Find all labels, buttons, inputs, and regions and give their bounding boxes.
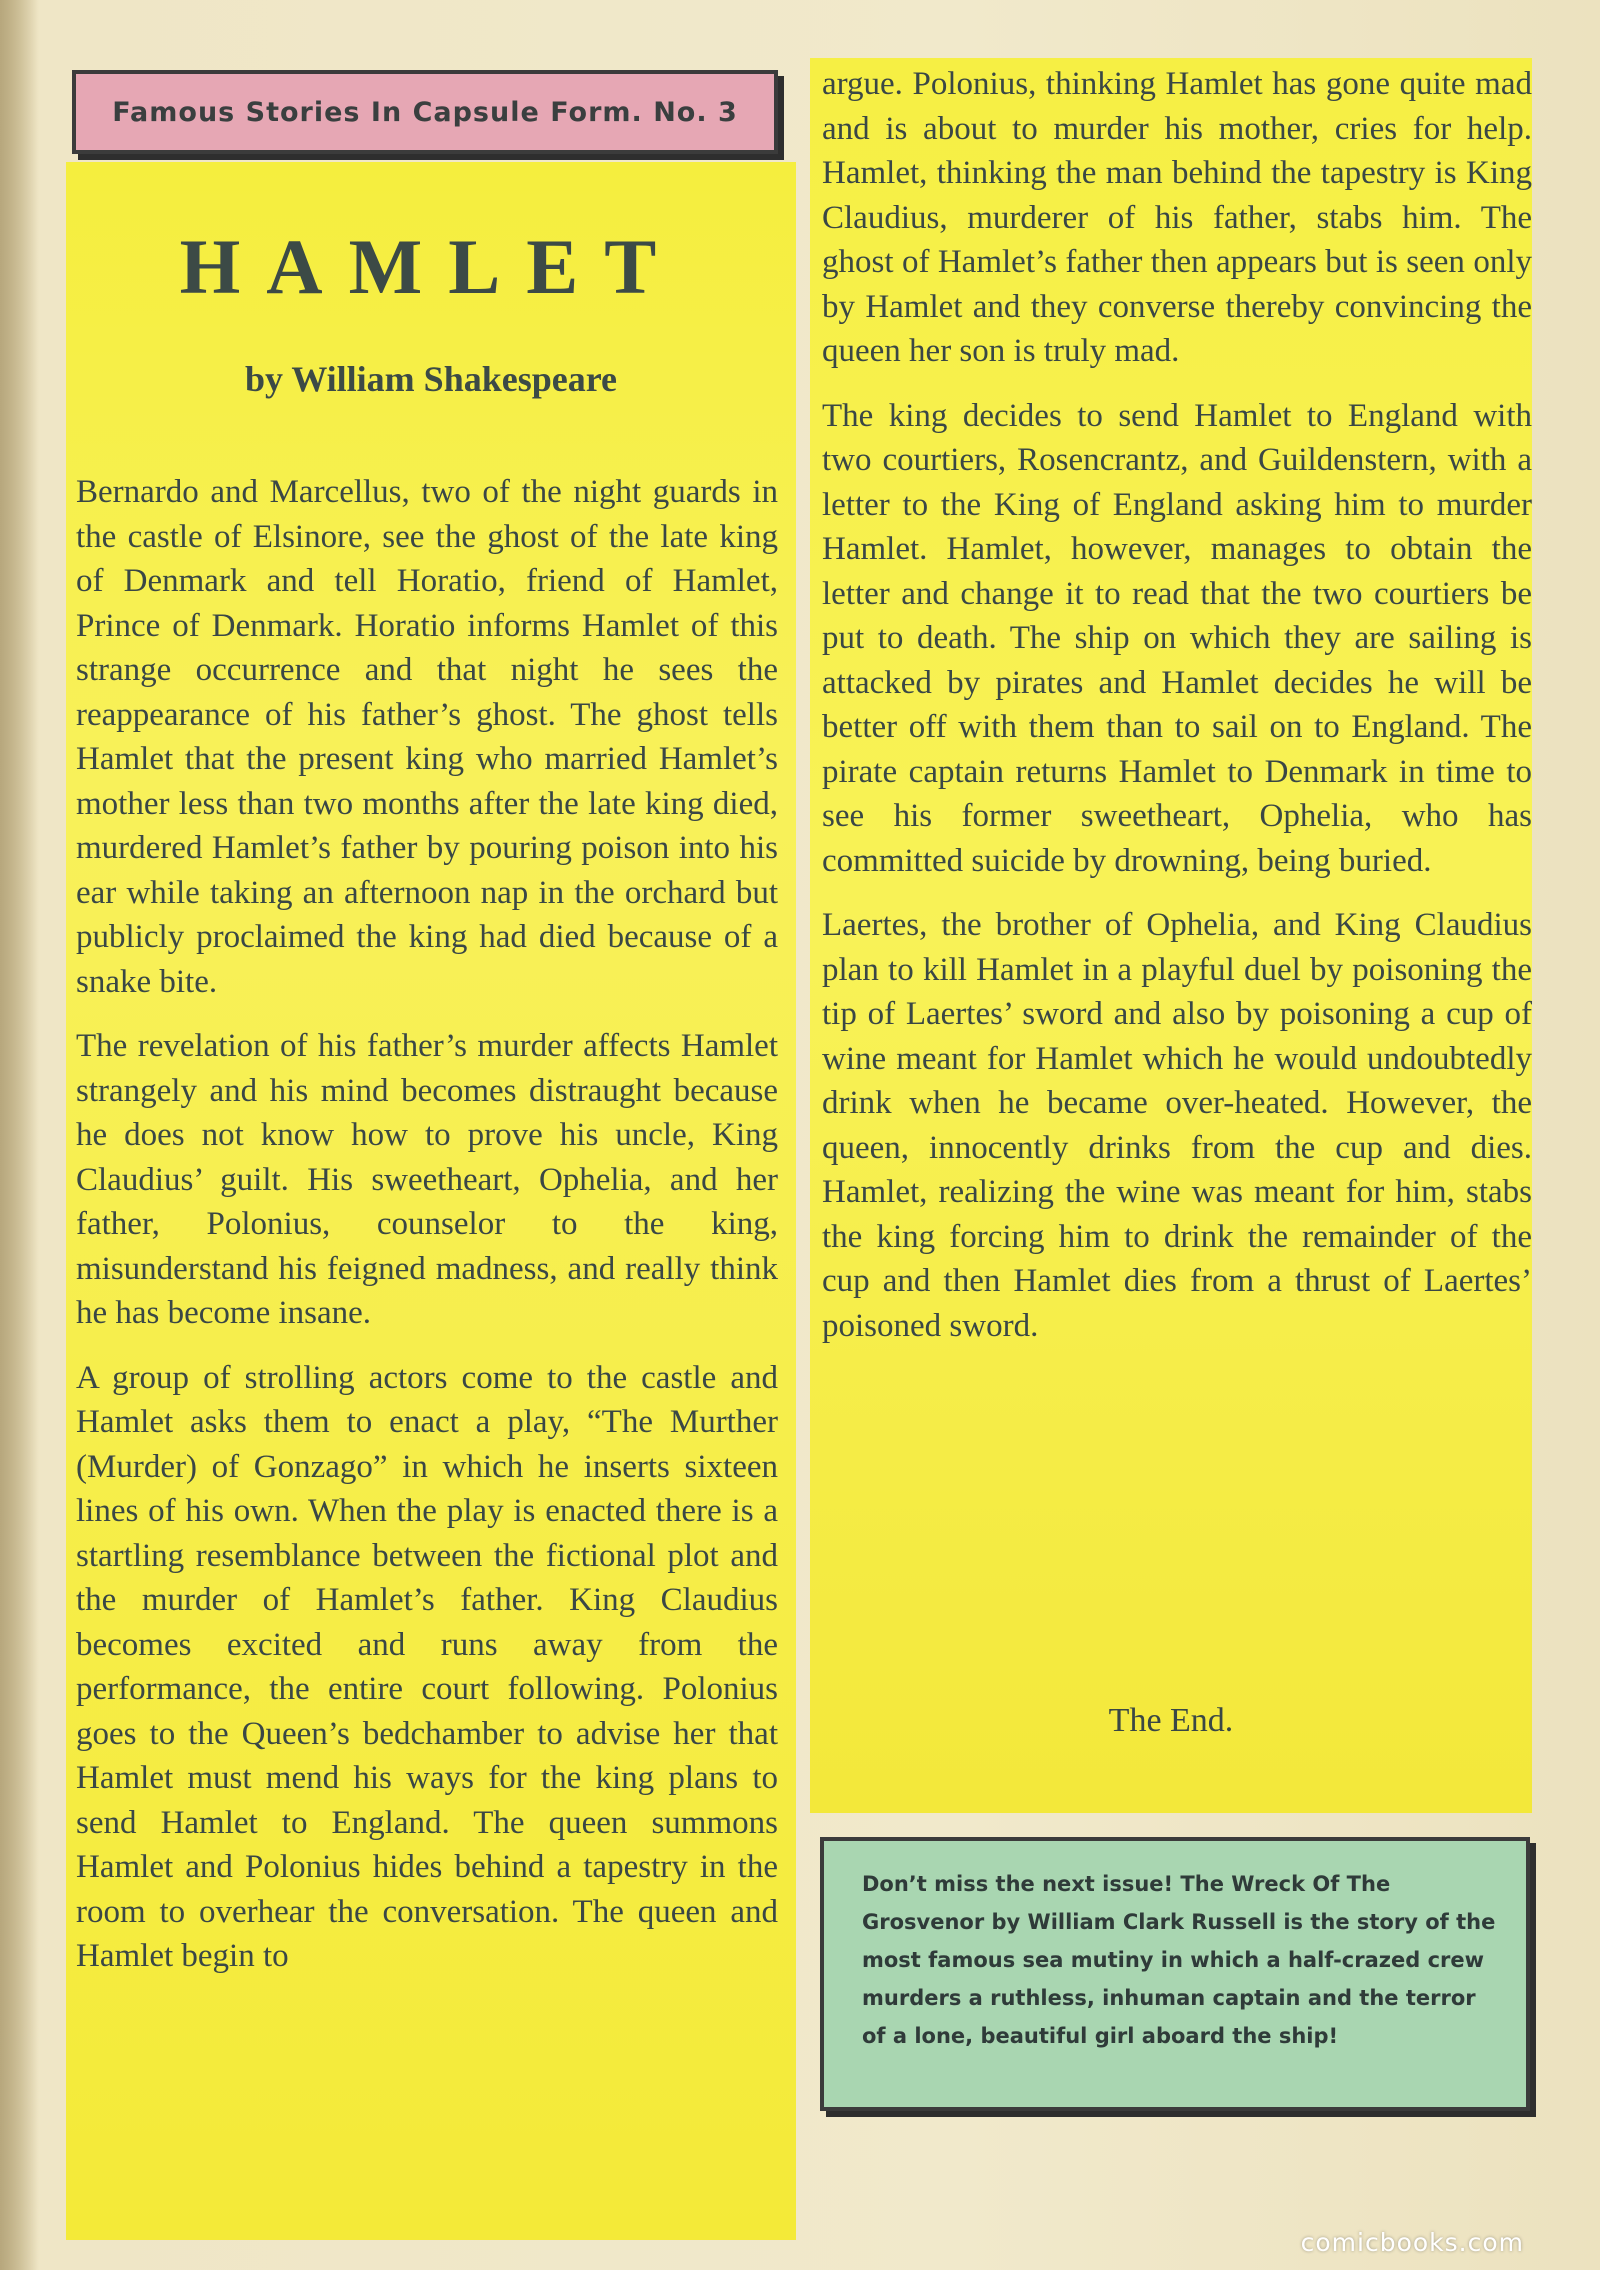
spine-shadow xyxy=(0,0,38,2270)
story-byline: by William Shakespeare xyxy=(244,359,618,399)
series-banner: Famous Stories In Capsule Form. No. 3 xyxy=(72,70,778,154)
paragraph: The king decides to send Hamlet to England with two courtiers, Rosencrantz, and Guildenstern, with a letter to the King of England asking him to murder Hamlet. Hamlet, however, manages to obtain the letter and change it to read that the two courtiers be put to death. The ship on which they are sailing is attacked by pirates and Hamlet decides he will be better off with them than to sail on to England. The pirate captain returns Hamlet to Denmark in time to see his former sweetheart, Ophelia, who has committed suicide by drowning, being buried. xyxy=(822,397,1532,879)
left-column xyxy=(76,470,778,1999)
paragraph: argue. Polonius, thinking Hamlet has gone quite mad and is about to murder his mother, cries for help. Hamlet, thinking the man behind the tapestry is King Claudius, murderer of his father, stabs him. The ghost of Hamlet’s father then appears but is seen only by Hamlet and they converse thereby convincing the queen her son is truly mad. xyxy=(822,66,1532,369)
promo-text: Don’t miss the next issue! The Wreck Of The Grosvenor by William Clark Russell is the story of the most famous sea mutiny in which a half-crazed crew murders a ruthless, inhuman captain and the terror of a lone, beautiful girl aboard the ship! xyxy=(862,1872,1496,2048)
paragraph: Bernardo and Marcellus, two of the night guards in the castle of Elsinore, see the ghost of the late king of Denmark and tell Horatio, friend of Hamlet, Prince of Denmark. Horatio informs Hamlet of this strange occurrence and that night he sees the reappearance of his father’s ghost. The ghost tells Hamlet that the present king who married Hamlet’s mother less than two months after the late king died, murdered Hamlet’s father by pouring poison into his ear while taking an afternoon nap in the orchard but publicly proclaimed the king had died because of a snake bite. xyxy=(76,474,778,1000)
paragraph: The revelation of his father’s murder affects Hamlet strangely and his mind becomes distraught because he does not know how to prove his uncle, King Claudius’ guilt. His sweetheart, Ophelia, and her father, Polonius, counselor to the king, misunderstand his feigned madness, and really think he has become insane. xyxy=(76,1028,778,1331)
site-watermark: comicbooks.com xyxy=(1300,2228,1524,2257)
next-issue-promo xyxy=(820,1837,1530,2111)
right-column xyxy=(822,62,1532,1368)
story-ending: The End. xyxy=(1108,1702,1234,1739)
paragraph: A group of strolling actors come to the castle and Hamlet asks them to enact a play, “The Murther (Murder) of Gonzago” in which he inserts sixteen lines of his own. When the play is enacted there is a startling resemblance between the fictional plot and the murder of Hamlet’s father. King Claudius becomes excited and runs away from the performance, the entire court following. Polonius goes to the Queen’s bedchamber to advise her that Hamlet must mend his ways for the king plans to send Hamlet to England. The queen summons Hamlet and Polonius hides behind a tapestry in the room to overhear the conversation. The queen and Hamlet begin to xyxy=(76,1359,778,1974)
paragraph: Laertes, the brother of Ophelia, and King Claudius plan to kill Hamlet in a playful duel by poisoning the tip of Laertes’ sword and also by poisoning a cup of wine meant for Hamlet which he would undoubtedly drink when he became over-heated. However, the queen, innocently drinks from the cup and dies. Hamlet, realizing the wine was meant for him, stabs the king forcing him to drink the remainder of the cup and then Hamlet dies from a thrust of Laertes’ poisoned sword. xyxy=(822,907,1532,1344)
story-title: HAMLET xyxy=(179,223,683,310)
